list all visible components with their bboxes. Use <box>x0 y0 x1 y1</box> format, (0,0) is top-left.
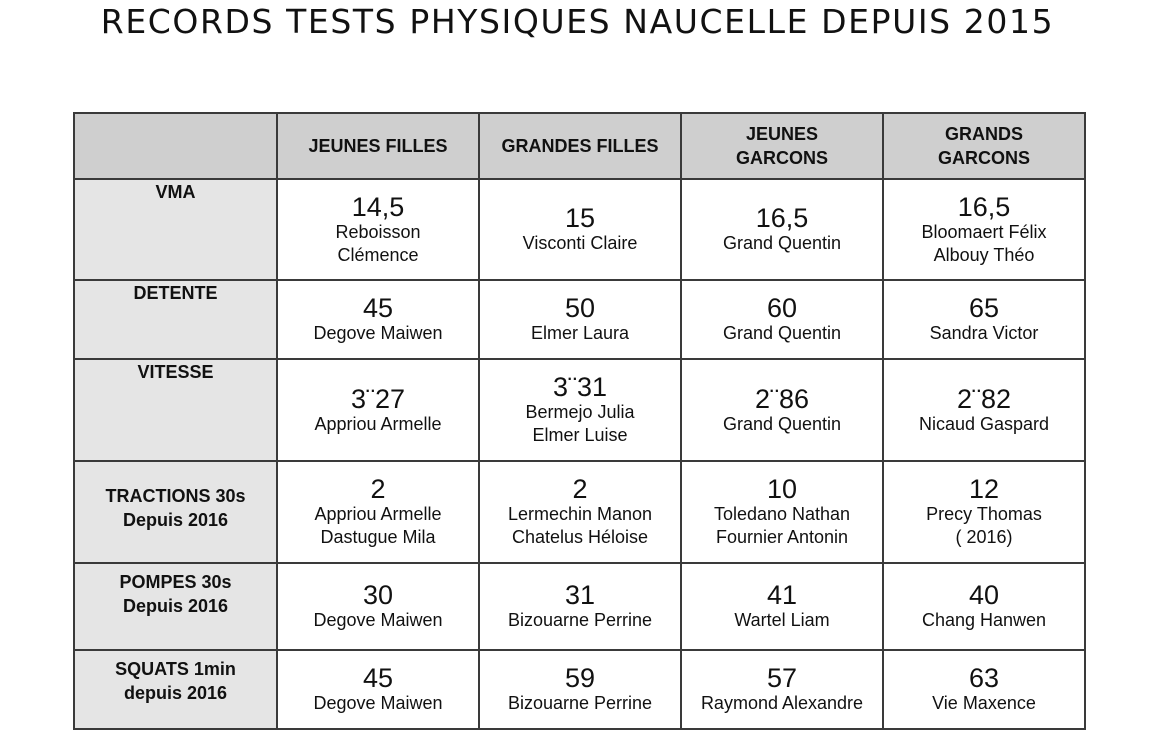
record-cell <box>479 650 681 729</box>
record-cell <box>883 650 1085 729</box>
record-value: 10 <box>766 474 798 504</box>
row-label-line: DETENTE <box>133 283 218 303</box>
record-holder: Grand Quentin <box>722 233 842 253</box>
record-holder: Appriou Armelle <box>314 504 442 524</box>
records-table <box>73 112 1086 730</box>
column-header-grandes-filles: GRANDES FILLES <box>479 113 681 179</box>
row-label-line: VMA <box>155 182 196 202</box>
record-cell <box>883 179 1085 280</box>
record-cell <box>681 563 883 650</box>
row-label-detente <box>74 280 277 359</box>
record-cell <box>681 179 883 280</box>
record-value: 2 <box>572 474 588 504</box>
record-value: 63 <box>968 663 1000 693</box>
table-row-squats <box>74 650 1085 729</box>
record-cell <box>277 650 479 729</box>
record-holder: Clémence <box>337 244 419 265</box>
record-holder: Dastugue Mila <box>320 527 436 547</box>
row-label-line: depuis 2016 <box>123 683 228 703</box>
record-value: 2¨86 <box>754 383 810 414</box>
record-cell <box>883 563 1085 650</box>
record-cell <box>681 650 883 729</box>
record-value: 41 <box>766 580 798 610</box>
record-value: 40 <box>968 580 1000 610</box>
record-cell <box>883 359 1085 461</box>
record-holder: Bloomaert Félix <box>921 221 1047 242</box>
table-row-pompes <box>74 563 1085 650</box>
row-label-line: VITESSE <box>137 362 214 382</box>
record-cell <box>479 461 681 563</box>
row-label-pompes <box>74 563 277 650</box>
record-holder: Chatelus Héloise <box>511 527 649 547</box>
record-holder: Bizouarne Perrine <box>507 610 653 630</box>
record-value: 30 <box>362 580 394 610</box>
record-value: 60 <box>766 293 798 323</box>
row-label-vitesse <box>74 359 277 461</box>
row-label-tractions <box>74 461 277 563</box>
record-value: 45 <box>362 293 394 323</box>
record-holder: Lermechin Manon <box>507 504 653 524</box>
record-value: 2¨82 <box>956 383 1012 414</box>
record-value: 3¨31 <box>552 372 608 402</box>
row-label-line: Depuis 2016 <box>122 510 229 530</box>
record-holder: Fournier Antonin <box>715 527 849 547</box>
record-holder: Sandra Victor <box>929 323 1039 343</box>
record-cell <box>277 359 479 461</box>
record-value: 2 <box>370 474 386 504</box>
row-label-line: Depuis 2016 <box>122 596 229 616</box>
row-label-vma <box>74 179 277 280</box>
record-holder: Degove Maiwen <box>313 693 443 713</box>
row-label-line: SQUATS 1min <box>115 659 236 679</box>
table-row-detente <box>74 280 1085 359</box>
record-value: 12 <box>968 474 1000 504</box>
record-holder: Appriou Armelle <box>314 413 442 434</box>
record-cell <box>277 461 479 563</box>
row-label-squats <box>74 650 277 729</box>
record-cell <box>883 461 1085 563</box>
record-holder: Grand Quentin <box>722 323 842 343</box>
record-cell <box>681 280 883 359</box>
record-cell <box>479 563 681 650</box>
record-value: 14,5 <box>351 191 405 222</box>
record-value: 59 <box>564 663 596 693</box>
record-holder: ( 2016) <box>955 527 1013 547</box>
page-title: RECORDS TESTS PHYSIQUES NAUCELLE DEPUIS 2015 <box>100 2 1055 41</box>
record-cell <box>883 280 1085 359</box>
record-value: 16,5 <box>755 203 809 233</box>
record-cell <box>479 359 681 461</box>
record-value: 45 <box>362 663 394 693</box>
record-holder: Toledano Nathan <box>713 504 851 524</box>
table-row-vma <box>74 179 1085 280</box>
record-cell <box>277 179 479 280</box>
corner-cell <box>74 113 277 179</box>
record-value: 65 <box>968 293 1000 323</box>
record-value: 15 <box>564 203 596 233</box>
record-holder: Wartel Liam <box>734 610 830 630</box>
record-cell <box>681 461 883 563</box>
column-header-jeunes-garcons: JEUNES GARCONS <box>681 113 883 179</box>
column-header-grands-garcons: GRANDS GARCONS <box>883 113 1085 179</box>
table-row-tractions <box>74 461 1085 563</box>
record-value: 16,5 <box>957 191 1011 222</box>
row-label-line: POMPES 30s <box>119 572 232 592</box>
record-cell <box>479 280 681 359</box>
record-holder: Grand Quentin <box>722 413 842 434</box>
row-label-line: TRACTIONS 30s <box>105 486 246 506</box>
record-value: 3¨27 <box>350 383 406 414</box>
record-cell <box>681 359 883 461</box>
table-row-vitesse <box>74 359 1085 461</box>
record-holder: Chang Hanwen <box>921 610 1047 630</box>
record-holder: Bermejo Julia <box>525 402 635 422</box>
record-cell <box>277 280 479 359</box>
record-holder: Raymond Alexandre <box>700 693 864 713</box>
record-holder: Elmer Luise <box>532 425 628 445</box>
column-header-jeunes-filles: JEUNES FILLES <box>277 113 479 179</box>
record-holder: Elmer Laura <box>530 323 630 343</box>
record-holder: Precy Thomas <box>926 504 1042 524</box>
record-holder: Visconti Claire <box>522 233 638 253</box>
record-holder: Reboisson <box>335 221 421 242</box>
record-value: 50 <box>564 293 596 323</box>
record-holder: Vie Maxence <box>932 693 1036 713</box>
record-holder: Nicaud Gaspard <box>918 413 1050 434</box>
record-cell <box>479 179 681 280</box>
header-row <box>74 113 1085 179</box>
record-holder: Albouy Théo <box>933 244 1035 265</box>
record-value: 57 <box>766 663 798 693</box>
record-value: 31 <box>564 580 596 610</box>
record-holder: Bizouarne Perrine <box>507 693 653 713</box>
record-holder: Degove Maiwen <box>313 323 443 343</box>
record-cell <box>277 563 479 650</box>
record-holder: Degove Maiwen <box>313 610 443 630</box>
